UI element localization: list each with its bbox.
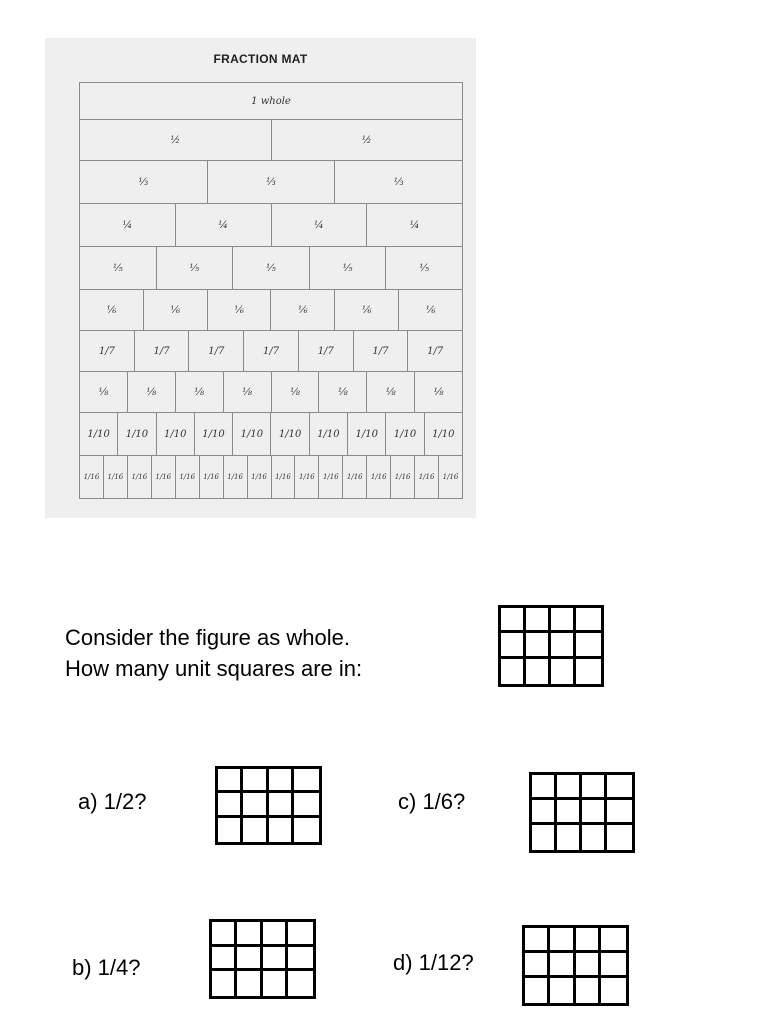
mat-row [80,83,462,120]
unit-square [501,608,526,633]
unit-square [582,825,607,850]
unit-square [526,633,551,658]
mat-cell: 1/16 [247,456,271,498]
mat-cell: ⅕ [385,247,462,289]
mat-row [80,247,462,290]
unit-square [212,947,237,972]
mat-cell: ½ [271,120,463,160]
mat-cell: 1/7 [188,331,243,371]
unit-square [557,800,582,825]
mat-cell: 1/7 [407,331,462,371]
unit-square [582,800,607,825]
unit-square [551,659,576,684]
fraction-mat-photo [45,38,476,518]
unit-square [237,947,262,972]
mat-cell: 1/10 [347,413,385,455]
mat-cell: ⅓ [334,161,462,203]
unit-square [525,953,550,978]
mat-cell: 1/10 [87,428,110,440]
unit-square [576,953,601,978]
question-d-grid [522,925,629,1006]
mat-cell: 1/16 [127,456,151,498]
unit-square [601,953,626,978]
unit-square [576,978,601,1003]
mat-cell: 1/7 [98,345,115,357]
unit-square [288,947,313,972]
unit-square [557,775,582,800]
mat-cell: ¼ [175,204,271,246]
unit-square [532,800,557,825]
mat-cell: ⅛ [271,372,319,412]
mat-cell: ⅛ [414,372,462,412]
unit-square [582,775,607,800]
unit-square [263,947,288,972]
question-c-grid [529,772,635,853]
unit-square [263,922,288,947]
unit-square [269,818,294,842]
mat-cell: ⅛ [175,372,223,412]
mat-row [80,290,462,331]
mat-cell: 1/10 [270,413,308,455]
unit-square [237,922,262,947]
unit-square [532,775,557,800]
mat-row [80,204,462,247]
question-d-label: d) 1/12? [393,950,474,975]
mat-cell: ⅓ [207,161,335,203]
mat-cell: 1/16 [318,456,342,498]
prompt [65,622,362,684]
unit-square [576,928,601,953]
unit-square [550,953,575,978]
unit-square [607,800,632,825]
whole-figure-grid [498,605,604,687]
mat-cell: ⅓ [138,176,149,188]
mat-cell: ⅙ [143,290,207,330]
mat-cell: 1/16 [390,456,414,498]
unit-square [601,978,626,1003]
prompt-line-1: Consider the figure as whole. [65,625,350,650]
unit-square [263,971,288,996]
mat-cell: 1/16 [342,456,366,498]
question-b-grid [209,919,316,999]
mat-cell: 1/16 [83,473,100,481]
mat-cell: 1/16 [294,456,318,498]
mat-cell: ⅛ [223,372,271,412]
mat-cell: ⅕ [112,262,123,274]
unit-square [243,793,268,817]
mat-cell: 1/10 [194,413,232,455]
mat-row [80,413,462,456]
question-a-grid [215,766,322,845]
mat-cell: 1/10 [117,413,155,455]
unit-square [218,793,243,817]
unit-square [551,633,576,658]
unit-square [525,978,550,1003]
mat-cell: 1/7 [298,331,353,371]
unit-square [218,818,243,842]
mat-cell: 1/16 [271,456,295,498]
mat-cell: ⅙ [270,290,334,330]
unit-square [526,608,551,633]
unit-square [212,971,237,996]
unit-square [526,659,551,684]
mat-cell: ⅕ [232,247,309,289]
unit-square [237,971,262,996]
unit-square [607,775,632,800]
unit-square [288,971,313,996]
unit-square [576,608,601,633]
unit-square [294,769,319,793]
mat-cell: 1/7 [134,331,189,371]
mat-cell: ⅙ [106,304,117,316]
unit-square [525,928,550,953]
unit-square [501,659,526,684]
unit-square [607,825,632,850]
mat-cell: 1/10 [309,413,347,455]
mat-cell: ¼ [271,204,367,246]
unit-square [532,825,557,850]
unit-square [294,793,319,817]
mat-cell: 1 whole [251,95,291,107]
mat-cell: 1/16 [199,456,223,498]
unit-square [501,633,526,658]
unit-square [551,608,576,633]
mat-row [80,161,462,204]
mat-cell: 1/10 [156,413,194,455]
mat-cell: ¼ [366,204,462,246]
mat-cell: ⅕ [309,247,386,289]
unit-square [557,825,582,850]
mat-cell: 1/16 [175,456,199,498]
question-b-label: b) 1/4? [72,955,141,980]
mat-cell: 1/16 [103,456,127,498]
unit-square [269,769,294,793]
mat-cell: 1/7 [243,331,298,371]
mat-cell: 1/10 [232,413,270,455]
mat-cell: ⅙ [334,290,398,330]
mat-cell: ⅛ [127,372,175,412]
question-a-label: a) 1/2? [78,789,147,814]
mat-cell: ⅕ [156,247,233,289]
mat-cell: ⅙ [398,290,462,330]
mat-cell: 1/16 [414,456,438,498]
unit-square [288,922,313,947]
mat-cell: ½ [170,134,181,146]
prompt-line-2: How many unit squares are in: [65,656,363,681]
mat-row [80,456,462,499]
unit-square [576,633,601,658]
unit-square [269,793,294,817]
mat-row [80,372,462,413]
unit-square [243,818,268,842]
unit-square [550,978,575,1003]
unit-square [294,818,319,842]
mat-cell: ⅛ [98,386,109,398]
unit-square [550,928,575,953]
mat-cell: 1/10 [385,413,423,455]
fraction-mat-grid [79,82,463,499]
mat-cell: 1/16 [366,456,390,498]
mat-cell: ⅛ [318,372,366,412]
mat-title: FRACTION MAT [213,52,308,66]
mat-cell: ⅛ [366,372,414,412]
mat-cell: ¼ [122,219,133,231]
unit-square [218,769,243,793]
mat-row [80,331,462,372]
mat-cell: ⅙ [207,290,271,330]
question-c-label: c) 1/6? [398,789,466,814]
mat-cell: 1/10 [424,413,462,455]
mat-cell: 1/7 [353,331,408,371]
mat-cell: 1/16 [223,456,247,498]
unit-square [212,922,237,947]
mat-row [80,120,462,161]
unit-square [243,769,268,793]
mat-cell: 1/16 [151,456,175,498]
mat-cell: 1/16 [438,456,462,498]
unit-square [601,928,626,953]
unit-square [576,659,601,684]
